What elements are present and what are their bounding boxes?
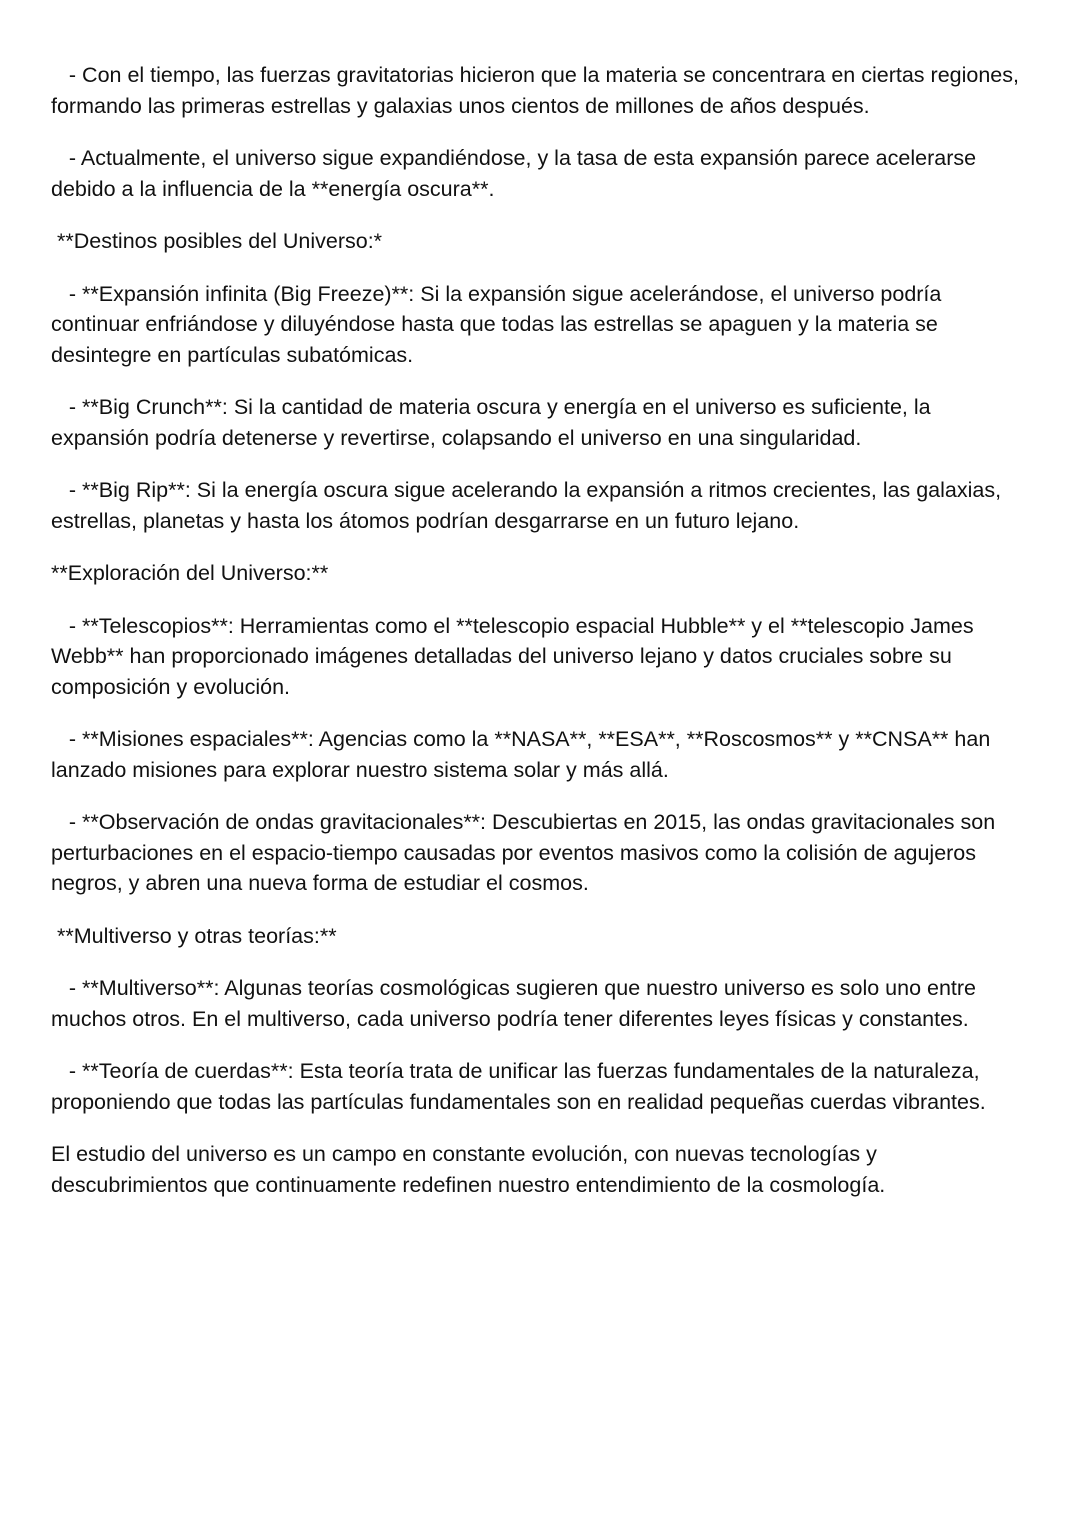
paragraph-expansion-acceleration: - Actualmente, el universo sigue expandiéndose, y la tasa de esta expansión parece acelerarse debido a la influencia de la **energía oscura**.	[51, 146, 983, 201]
heading-multiverse-theories: **Multiverso y otras teorías:**	[51, 923, 337, 948]
paragraph-space-missions: - **Misiones espaciales**: Agencias como la **NASA**, **ESA**, **Roscosmos** y **CNSA** han lanzado misiones para explorar nuestro sistema solar y más allá.	[51, 727, 997, 782]
paragraph-big-rip: - **Big Rip**: Si la energía oscura sigue acelerando la expansión a ritmos crecientes, las galaxias, estrellas, planetas y hasta los átomos podrían desgarrarse en un futuro lejano.	[51, 478, 1008, 533]
paragraph-gravity-structure: - Con el tiempo, las fuerzas gravitatorias hicieron que la materia se concentrara en ciertas regiones, formando las primeras estrellas y galaxias unos cientos de millones de años después.	[51, 63, 1025, 118]
document-body	[51, 60, 1026, 1222]
heading-possible-fates: **Destinos posibles del Universo:*	[51, 229, 383, 253]
paragraph-conclusion: El estudio del universo es un campo en constante evolución, con nuevas tecnologías y descubrimientos que continuamente redefinen nuestro entendimiento de la cosmología.	[51, 1142, 886, 1197]
paragraph-multiverse: - **Multiverso**: Algunas teorías cosmológicas sugieren que nuestro universo es solo uno entre muchos otros. En el multiverso, cada universo podría tener diferentes leyes físicas y constantes.	[51, 976, 982, 1031]
paragraph-big-freeze: - **Expansión infinita (Big Freeze)**: Si la expansión sigue acelerándose, el universo podría continuar enfriándose y diluyéndose hasta que todas las estrellas se apaguen y la materia se desintegre en partículas subatómicas.	[51, 281, 948, 367]
paragraph-big-crunch: - **Big Crunch**: Si la cantidad de materia oscura y energía en el universo es suficiente, la expansión podría detenerse y revertirse, colapsando el universo en una singularidad.	[51, 395, 937, 450]
paragraph-telescopes: - **Telescopios**: Herramientas como el **telescopio espacial Hubble** y el **telescopio James Webb** han proporcionado imágenes detalladas del universo lejano y datos cruciales sobre su composición y evolución.	[51, 613, 980, 699]
heading-exploration: **Exploración del Universo:**	[51, 561, 329, 585]
paragraph-string-theory: - **Teoría de cuerdas**: Esta teoría trata de unificar las fuerzas fundamentales de la naturaleza, proponiendo que todas las partículas fundamentales son en realidad pequeñas cuerdas vibrantes.	[51, 1059, 986, 1114]
paragraph-gravitational-waves: - **Observación de ondas gravitacionales**: Descubiertas en 2015, las ondas gravitacionales son perturbaciones en el espacio-tiempo causadas por eventos masivos como la colisión de agujeros negros, y abren una nueva forma de estudiar el cosmos.	[51, 810, 1002, 895]
